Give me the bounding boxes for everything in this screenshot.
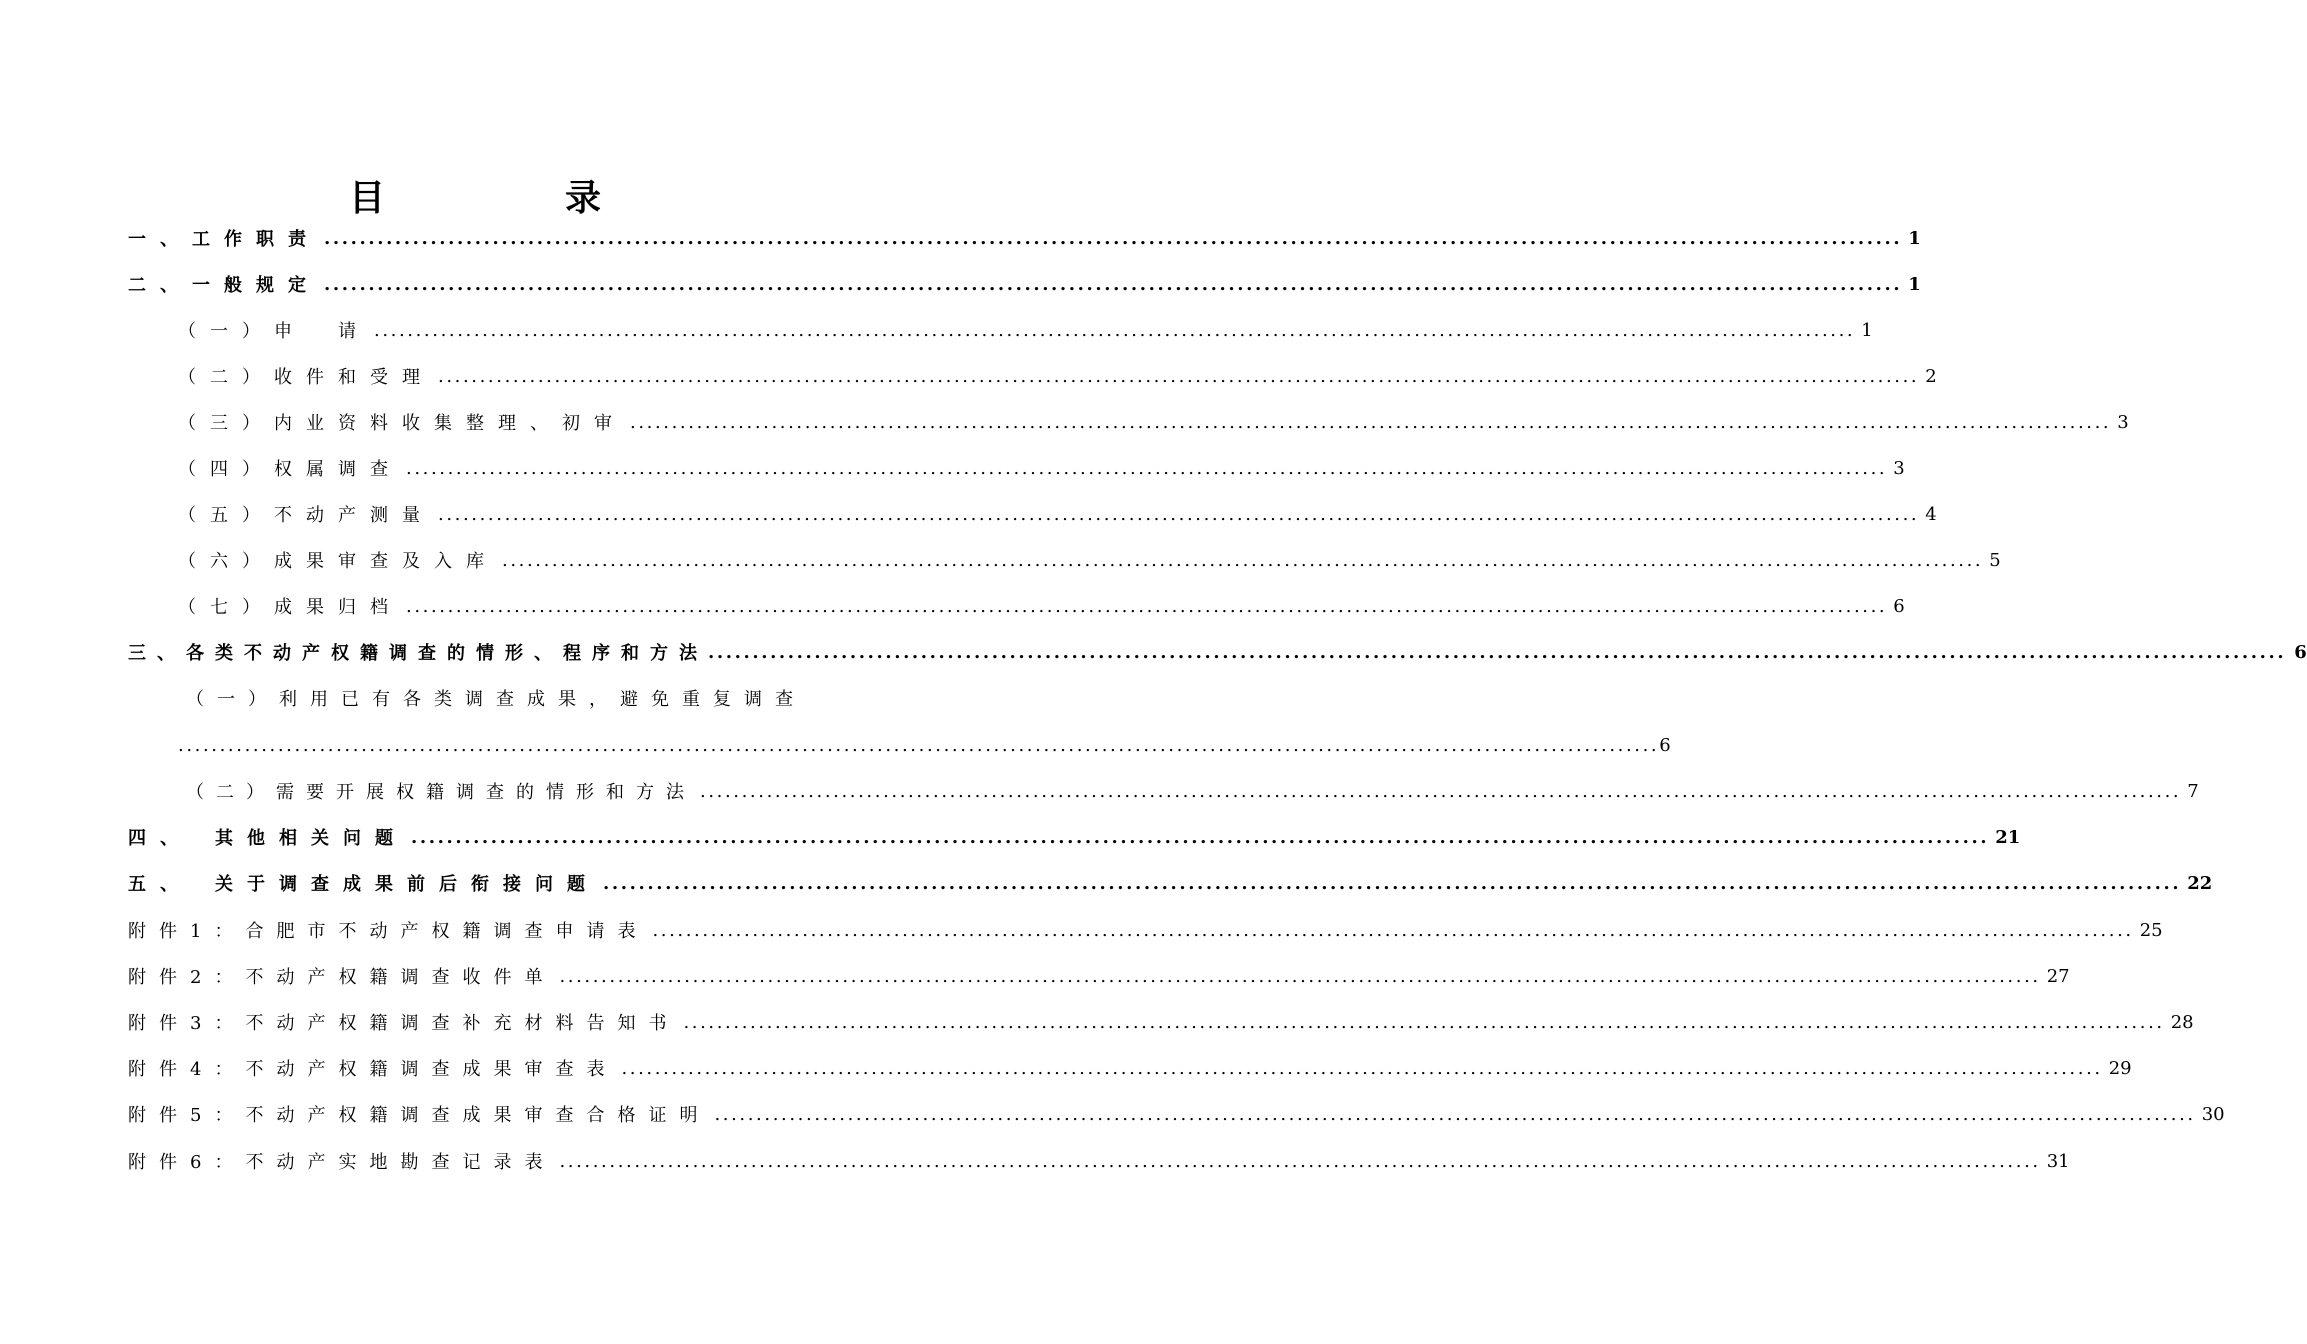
toc-entry-page: 21 bbox=[1995, 826, 2021, 848]
toc-leader-dots: .................................................................................................................................................................................. bbox=[502, 549, 1984, 571]
toc-entry-page: 7 bbox=[2187, 780, 2199, 802]
toc-entry-label: 四、 其他相关问题 bbox=[128, 828, 407, 849]
toc-entry[interactable] bbox=[178, 359, 1937, 393]
toc-entry-page: 6 bbox=[1893, 595, 1905, 617]
toc-leader-dots: .................................................................................................................................................................................. bbox=[406, 457, 1888, 479]
toc-entry-page: 30 bbox=[2201, 1103, 2225, 1125]
toc-leader-dots: .................................................................................................................................................................................. bbox=[700, 780, 2182, 802]
toc-entry[interactable] bbox=[186, 774, 2199, 808]
toc-entry-label: （二）需要开展权籍调查的情形和方法 bbox=[186, 782, 696, 803]
toc-entry-label: （七）成果归档 bbox=[178, 597, 402, 618]
toc-entry-page: 29 bbox=[2108, 1057, 2132, 1079]
toc-entry-label: 附件1：合肥市不动产权籍调查申请表 bbox=[128, 921, 649, 942]
toc-leader-dots: .................................................................................................................................................................................. bbox=[714, 1103, 2196, 1125]
toc-entry[interactable] bbox=[178, 451, 1905, 485]
toc-entry-label: 附件6：不动产实地勘查记录表 bbox=[128, 1152, 556, 1173]
toc-entry[interactable] bbox=[128, 221, 1921, 255]
toc-entry[interactable] bbox=[186, 681, 826, 715]
toc-entry-page: 25 bbox=[2139, 919, 2163, 941]
toc-leader-dots: .................................................................................................................................................................................. bbox=[603, 872, 2182, 894]
toc-leader-dots: .................................................................................................................................................................................. bbox=[683, 1011, 2165, 1033]
toc-entry[interactable] bbox=[178, 543, 2001, 577]
toc-entry-label: 附件5：不动产权籍调查成果审查合格证明 bbox=[128, 1105, 711, 1126]
toc-entry-label: （一）利用已有各类调查成果，避免重复调查 bbox=[186, 689, 806, 710]
toc-entry-page: 4 bbox=[1925, 503, 1937, 525]
toc-entry[interactable] bbox=[178, 405, 2129, 439]
toc-leader-dots: .................................................................................................................................................................................. bbox=[559, 1150, 2041, 1172]
toc-entry-label: 附件2：不动产权籍调查收件单 bbox=[128, 967, 556, 988]
toc-leader-dots: .................................................................................................................................................................................. bbox=[708, 641, 2287, 663]
toc-leader-dots: .................................................................................................................................................................................. bbox=[324, 273, 1903, 295]
toc-entry-label: 三、各类不动产权籍调查的情形、程序和方法 bbox=[128, 643, 708, 664]
toc-entry-label: （二）收件和受理 bbox=[178, 367, 434, 388]
toc-entry-page: 3 bbox=[2117, 411, 2129, 433]
toc-leader-dots: .................................................................................................................................................................................. bbox=[411, 826, 1990, 848]
toc-entry-label: 一、工作职责 bbox=[128, 229, 320, 250]
toc-title: 目 录 bbox=[348, 177, 673, 219]
toc-entry-label: （一）申 请 bbox=[178, 321, 370, 342]
toc-entry-page: 5 bbox=[1989, 549, 2001, 571]
toc-entry-page: 1 bbox=[1908, 227, 1921, 249]
toc-entry[interactable] bbox=[128, 267, 1921, 301]
toc-entry-page: 6 bbox=[1659, 734, 1671, 756]
toc-entry-label: 五、 关于调查成果前后衔接问题 bbox=[128, 874, 599, 895]
toc-entry[interactable] bbox=[178, 497, 1937, 531]
toc-entry-page: 31 bbox=[2046, 1150, 2070, 1172]
toc-entry-page: 28 bbox=[2170, 1011, 2194, 1033]
toc-entry-page: 22 bbox=[2187, 872, 2213, 894]
toc-entry[interactable] bbox=[128, 820, 2021, 854]
toc-entry[interactable] bbox=[128, 635, 2307, 669]
toc-entry[interactable] bbox=[128, 1097, 2225, 1131]
toc-leader-dots: .................................................................................................................................................................................. bbox=[438, 503, 1920, 525]
toc-entry-page: 6 bbox=[2294, 641, 2307, 663]
toc-entry-label: 附件4：不动产权籍调查成果审查表 bbox=[128, 1059, 618, 1080]
toc-leader-dots: .................................................................................................................................................................................. bbox=[630, 411, 2112, 433]
toc-leader-dots: .................................................................................................................................................................................. bbox=[621, 1057, 2103, 1079]
toc-leader-dots: .................................................................................................................................................................................. bbox=[559, 965, 2041, 987]
toc-entry-label: （五）不动产测量 bbox=[178, 505, 434, 526]
toc-leader-dots: .................................................................................................................................................................................. bbox=[374, 319, 1856, 341]
toc-leader-dots: .................................................................................................................................................................................. bbox=[178, 734, 1660, 756]
toc-entry-page: 1 bbox=[1861, 319, 1873, 341]
toc-entry[interactable] bbox=[178, 313, 1873, 347]
toc-leader-dots: .................................................................................................................................................................................. bbox=[324, 227, 1903, 249]
toc-entry-label: （四）权属调查 bbox=[178, 459, 402, 480]
toc-entry-label: 附件3：不动产权籍调查补充材料告知书 bbox=[128, 1013, 680, 1034]
toc-entry-page: 3 bbox=[1893, 457, 1905, 479]
toc-entry[interactable] bbox=[128, 959, 2070, 993]
toc-leader-dots: .................................................................................................................................................................................. bbox=[406, 595, 1888, 617]
toc-entry-page: 1 bbox=[1908, 273, 1921, 295]
toc-leader-dots: .................................................................................................................................................................................. bbox=[652, 919, 2134, 941]
toc-entry[interactable] bbox=[128, 913, 2163, 947]
toc-entry[interactable] bbox=[128, 866, 2213, 900]
toc-entry-label: （三）内业资料收集整理、初审 bbox=[178, 413, 626, 434]
toc-entry-label: 二、一般规定 bbox=[128, 275, 320, 296]
toc-entry-page: 27 bbox=[2046, 965, 2070, 987]
toc-entry[interactable] bbox=[128, 1144, 2070, 1178]
toc-entry[interactable] bbox=[128, 1051, 2132, 1085]
toc-entry[interactable] bbox=[178, 589, 1905, 623]
toc-leader-dots: .................................................................................................................................................................................. bbox=[438, 365, 1920, 387]
toc-entry[interactable] bbox=[128, 1005, 2194, 1039]
toc-entry-page: 2 bbox=[1925, 365, 1937, 387]
toc-entry-label: （六）成果审查及入库 bbox=[178, 551, 498, 572]
toc-entry-continuation[interactable] bbox=[178, 728, 1671, 762]
